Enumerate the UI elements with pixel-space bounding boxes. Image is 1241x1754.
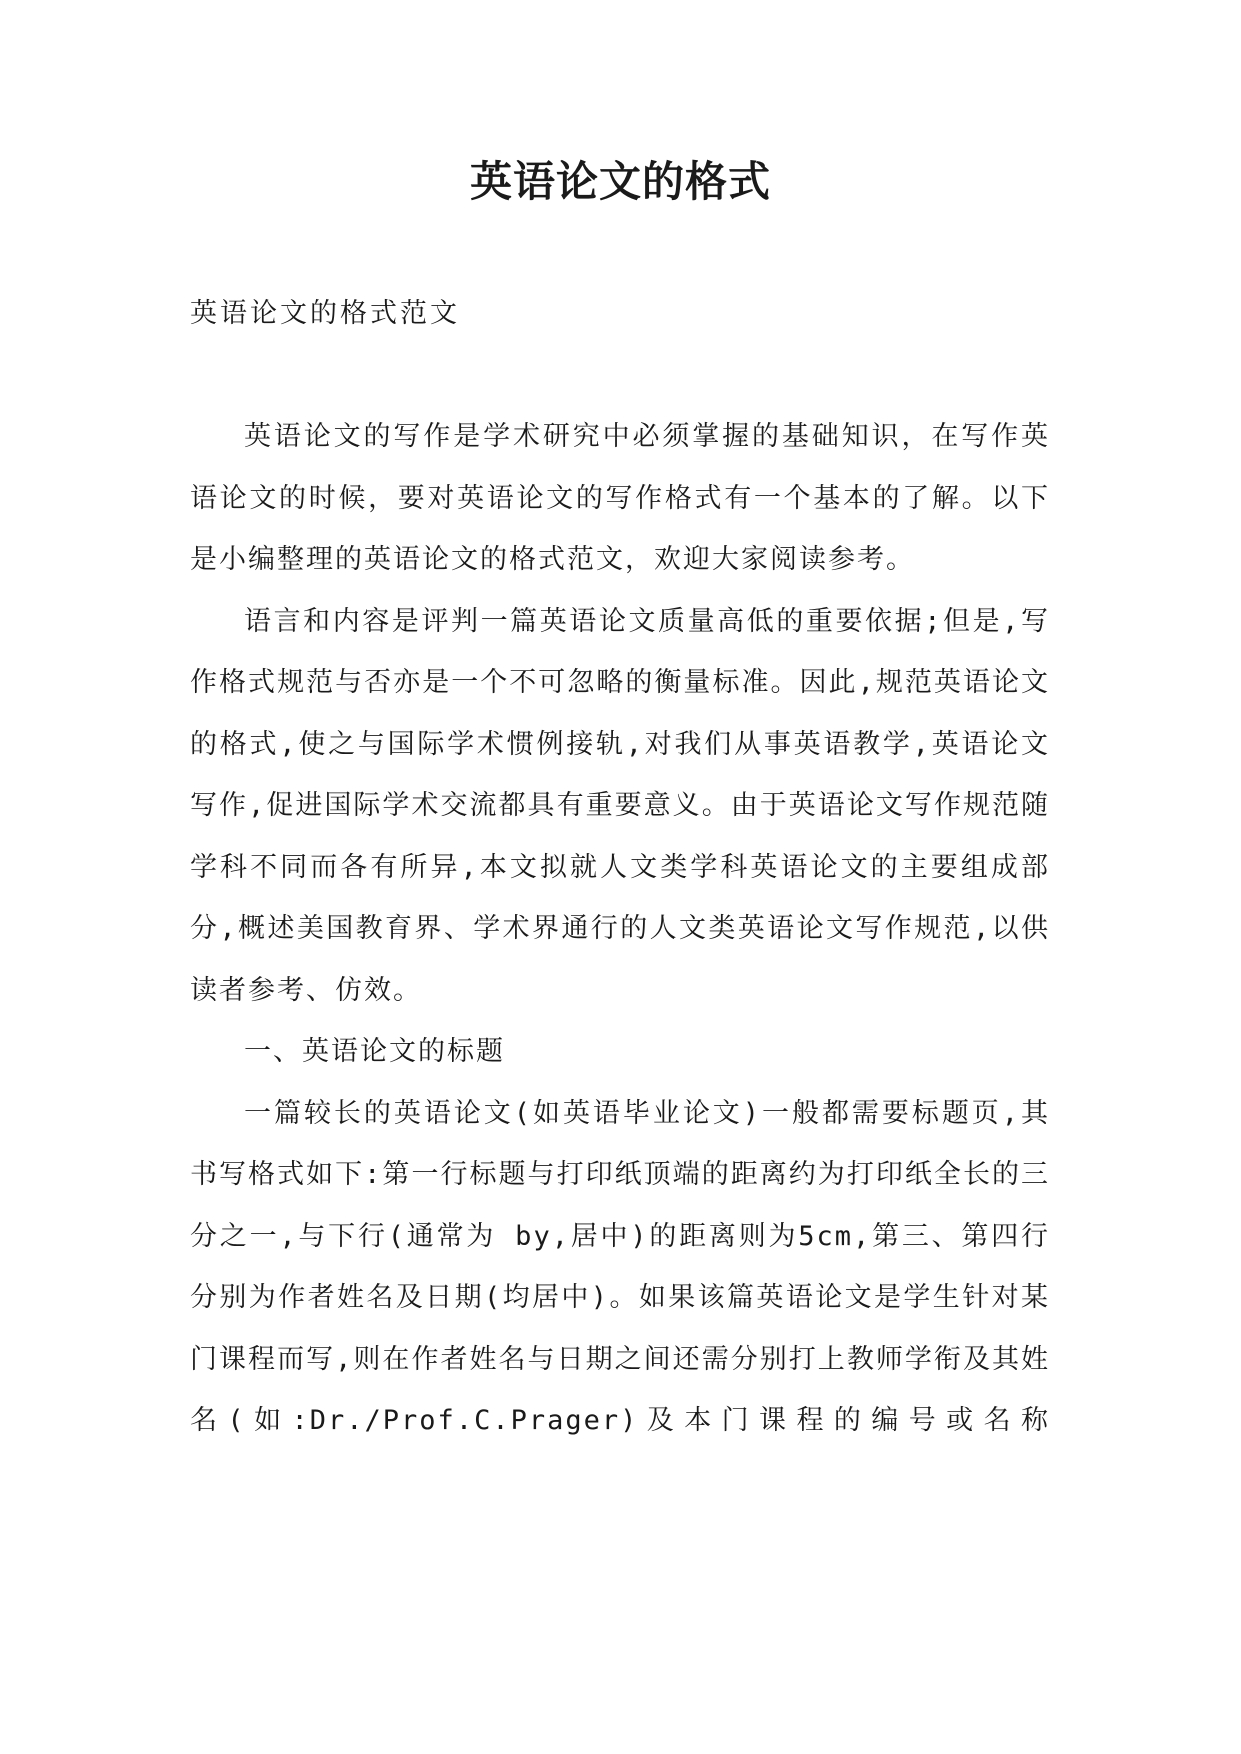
document-body [190,406,1050,1452]
title-page-paragraph: 一篇较长的英语论文(如英语毕业论文)一般都需要标题页,其书写格式如下:第一行标题与打印纸顶端的距离约为打印纸全长的三分之一,与下行(通常为 by,居中)的距离则为5cm,第三、第四行分别为作者姓名及日期(均居中)。如果该篇英语论文是学生针对某门课程而写,则在作者姓名与日期之间还需分别打上教师学衔及其姓名(如:Dr./Prof.C.Prager)及本门课程的编号或名称 [190,1097,1050,1436]
intro-paragraph: 英语论文的写作是学术研究中必须掌握的基础知识，在写作英语论文的时候，要对英语论文的写作格式有一个基本的了解。以下是小编整理的英语论文的格式范文，欢迎大家阅读参考。 [190,421,1050,575]
document-title: 英语论文的格式 [469,157,771,206]
document-subtitle: 英语论文的格式范文 [190,298,460,329]
section-heading-title: 一、英语论文的标题 [244,1036,505,1067]
format-importance-paragraph: 语言和内容是评判一篇英语论文质量高低的重要依据;但是,写作格式规范与否亦是一个不可忽略的衡量标准。因此,规范英语论文的格式,使之与国际学术惯例接轨,对我们从事英语教学,英语论文写作,促进国际学术交流都具有重要意义。由于英语论文写作规范随学科不同而各有所异,本文拟就人文类学科英语论文的主要组成部分,概述美国教育界、学术界通行的人文类英语论文写作规范,以供读者参考、仿效。 [190,605,1050,1006]
